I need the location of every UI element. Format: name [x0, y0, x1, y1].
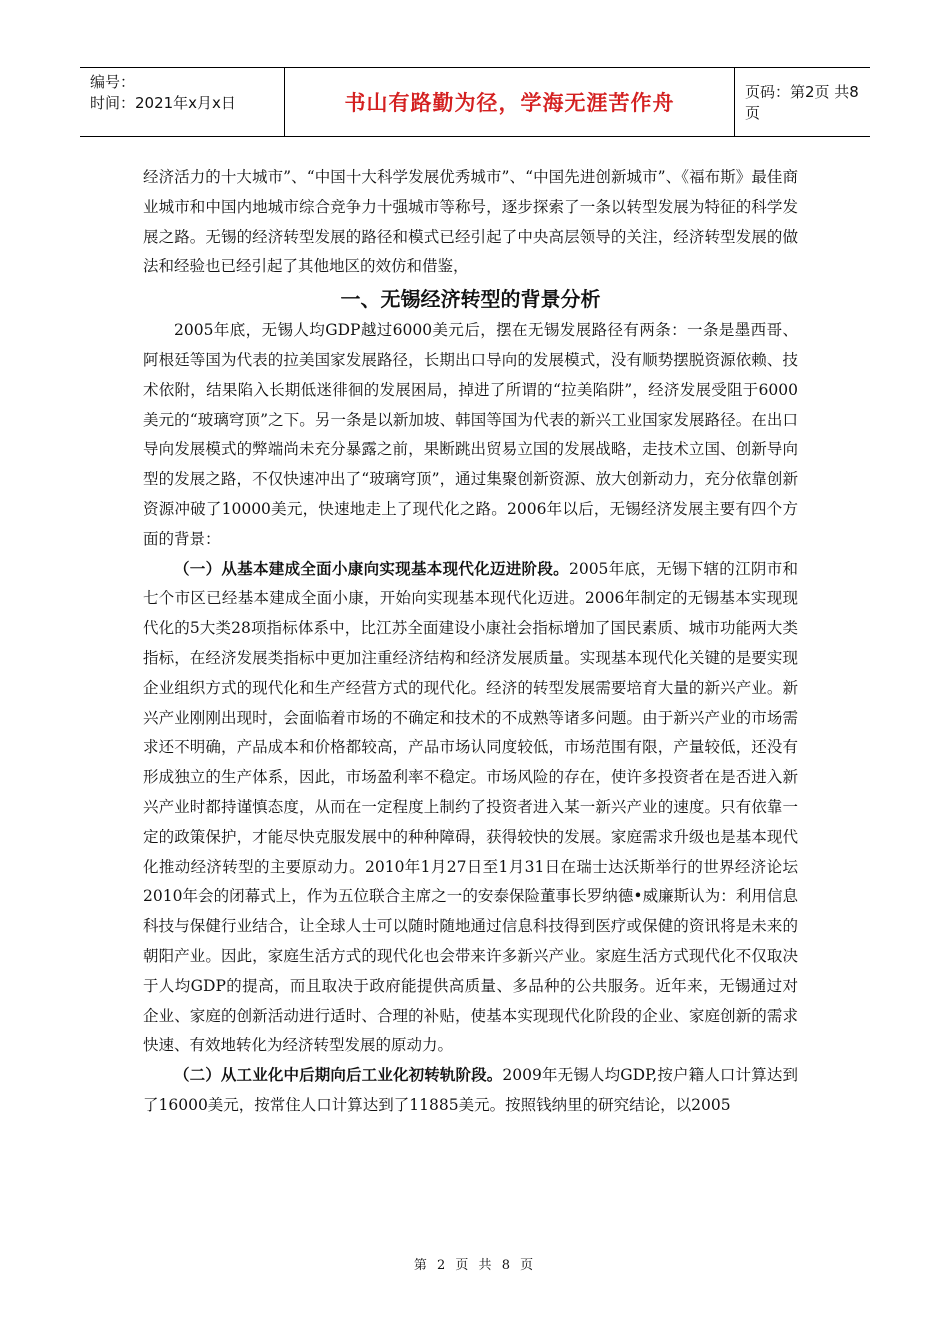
- document-body: [143, 163, 798, 1121]
- page-header: [80, 67, 870, 137]
- document-number: 编号：: [90, 73, 136, 91]
- subsection-1-text: 2005年底，无锡下辖的江阴市和七个市区已经基本建成全面小康，开始向实现基本现代化迈进。2006年制定的无锡基本实现现代化的5大类28项指标体系中，比江苏全面建设小康社会指标增加了国民素质、城市功能两大类指标，在经济发展类指标中更加注重经济结构和经济发展质量。实现基本现代化关键的是要实现企业组织方式的现代化和生产经营方式的现代化。经济的转型发展需要培育大量的新兴产业。新兴产业刚刚出现时，会面临着市场的不确定和技术的不成熟等诸多问题。由于新兴产业的市场需求还不明确，产品成本和价格都较高，产品市场认同度较低，市场范围有限，产量较低，还没有形成独立的生产体系，因此，市场盈利率不稳定。市场风险的存在，使许多投资者在是否进入新兴产业时都持谨慎态度，从而在一定程度上制约了投资者进入某一新兴产业的速度。只有依靠一定的政策保护，才能尽快克服发展中的种种障碍，获得较快的发展。家庭需求升级也是基本现代化推动经济转型的主要原动力。2010年1月27日至1月31日在瑞士达沃斯举行的世界经济论坛2010年会的闭幕式上，作为五位联合主席之一的安泰保险董事长罗纳德•威廉斯认为：利用信息科技与保健行业结合，让全球人士可以随时随地通过信息科技得到医疗或保健的资讯将是未来的朝阳产业。因此，家庭生活方式的现代化也会带来许多新兴产业。家庭生活方式现代化不仅取决于人均GDP的提高，而且取决于政府能提供高质量、多品种的公共服务。近年来，无锡通过对企业、家庭的创新活动进行适时、合理的补贴，使基本实现现代化阶段的企业、家庭创新的需求快速、有效地转化为经济转型发展的原动力。: [143, 559, 798, 1055]
- header-page-info: 页码：第2页 共8页: [745, 83, 859, 122]
- document-date: 时间：2021年x月x日: [90, 94, 236, 112]
- subsection-2-text: 2009年无锡人均GDP,按户籍人口计算达到了16000美元，按常住人口计算达到了11885美元。按照钱纳里的研究结论，以2005: [143, 1066, 798, 1114]
- header-motto-cell: [285, 68, 735, 136]
- intro-paragraph: 经济活力的十大城市”、“中国十大科学发展优秀城市”、“中国先进创新城市”、《福布斯》最佳商业城市和中国内地城市综合竞争力十强城市等称号，逐步探索了一条以转型发展为特征的科学发展之路。无锡的经济转型发展的路径和模式已经引起了中央高层领导的关注，经济转型发展的做法和经验也已经引起了其他地区的效仿和借鉴，: [143, 168, 798, 276]
- header-motto: 书山有路勤为径，学海无涯苦作舟: [344, 91, 675, 115]
- paragraph-background: 2005年底，无锡人均GDP越过6000美元后，摆在无锡发展路径有两条：一条是墨西哥、阿根廷等国为代表的拉美国家发展路径，长期出口导向的发展模式，没有顺势摆脱资源依赖、技术依附，结果陷入长期低迷徘徊的发展困局，掉进了所谓的“拉美陷阱”，经济发展受阻于6000美元的“玻璃穹顶”之下。另一条是以新加坡、韩国等国为代表的新兴工业国家发展路径。在出口导向发展模式的弊端尚未充分暴露之前，果断跳出贸易立国的发展战略，走技术立国、创新导向型的发展之路，不仅快速冲出了“玻璃穹顶”，通过集聚创新资源、放大创新动力，充分依靠创新资源冲破了10000美元，快速地走上了现代化之路。2006年以后，无锡经济发展主要有四个方面的背景：: [143, 321, 798, 548]
- paragraph-subsection-2: [143, 1061, 798, 1121]
- header-meta: [80, 68, 285, 136]
- paragraph-subsection-1: [143, 555, 798, 1062]
- subsection-2-heading: （二）从工业化中后期向后工业化初转轨阶段。: [174, 1066, 503, 1085]
- subsection-1-heading: （一）从基本建成全面小康向实现基本现代化迈进阶段。: [174, 559, 569, 578]
- page-footer: 第 2 页 共 8 页: [413, 1258, 537, 1273]
- section-title: 一、无锡经济转型的背景分析: [340, 287, 601, 312]
